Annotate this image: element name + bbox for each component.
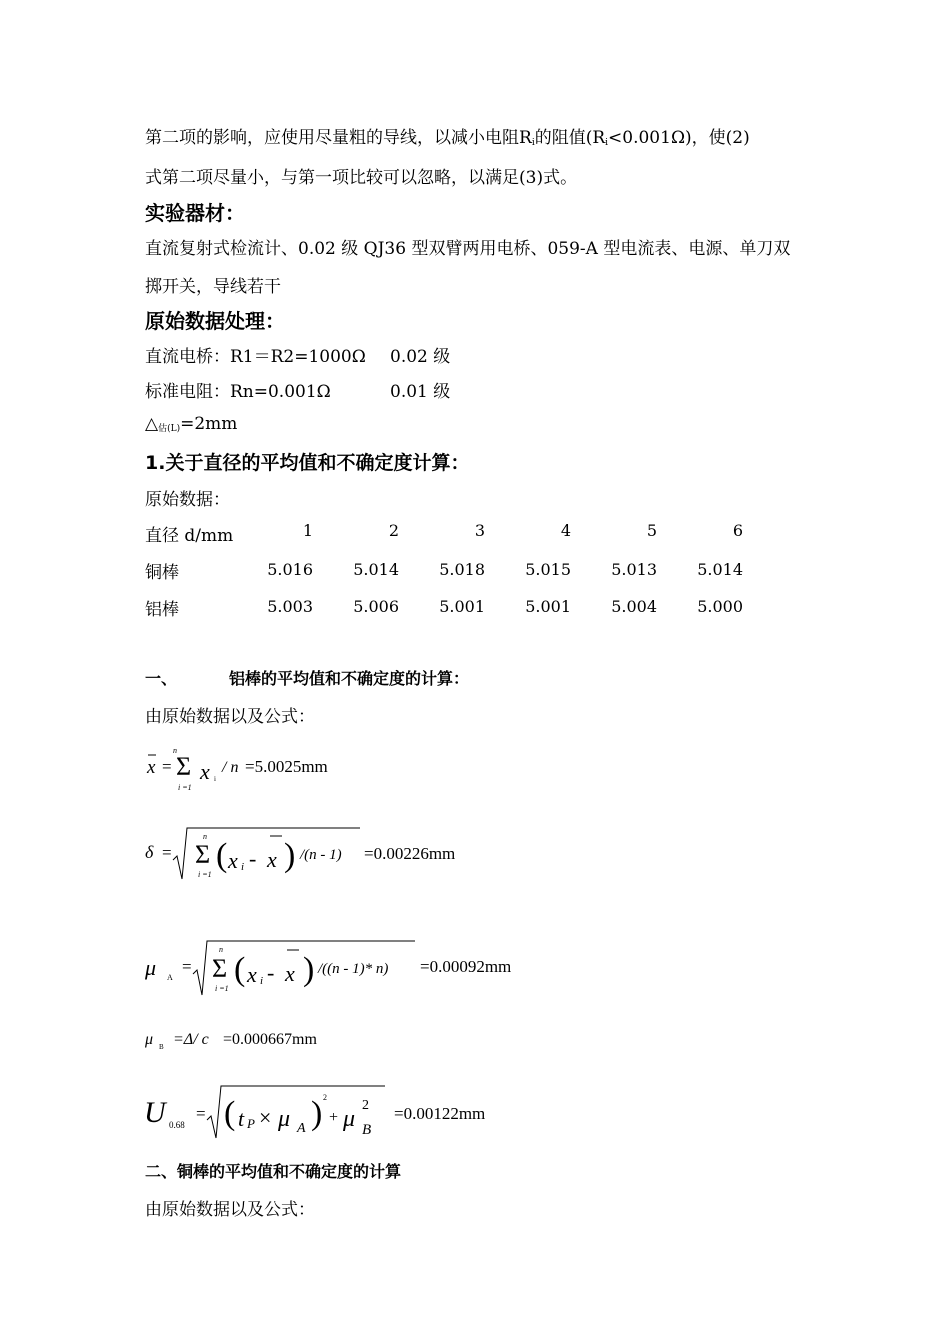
- table-cell: 5.016: [267, 560, 313, 579]
- x-i-symbol: x: [247, 962, 257, 987]
- intro-line-2: 式第二项尽量小，与第一项比较可以忽略，以满足(3)式。: [145, 168, 578, 188]
- minus-sign: -: [267, 960, 275, 985]
- standard-resistor-label: 标准电阻：Rn=0.001Ω: [145, 382, 331, 402]
- uB-result: =0.000667mm: [223, 1031, 317, 1048]
- raw-heading: 原始数据处理：: [145, 309, 285, 333]
- exponent-2: 2: [323, 1093, 327, 1102]
- std-dev-formula: [140, 822, 500, 884]
- left-paren: (: [234, 951, 246, 988]
- subscript-B: B: [362, 1122, 372, 1138]
- table-cell: 5.018: [439, 560, 485, 579]
- table-header-label: 直径 d/mm: [145, 526, 234, 546]
- mu-symbol: μ: [145, 955, 157, 980]
- aluminum-heading-number: 一、: [145, 669, 178, 688]
- aluminum-heading: 铝棒的平均值和不确定度的计算：: [229, 669, 470, 688]
- table-cell: 5.014: [353, 560, 399, 579]
- table-cell: 5.006: [353, 597, 399, 616]
- equipment-heading: 实验器材：: [145, 201, 245, 225]
- aluminum-intro: 由原始数据以及公式：: [145, 707, 315, 727]
- subscript-B: B: [159, 1043, 164, 1051]
- x-i-symbol: x: [200, 759, 210, 784]
- sigma-symbol: Σ: [195, 840, 211, 869]
- copper-heading: 二、铜棒的平均值和不确定度的计算: [145, 1162, 402, 1181]
- table-cell: 5.001: [525, 597, 571, 616]
- std-dev-result: =0.00226mm: [364, 844, 456, 863]
- divide-expression: /((n - 1)* n): [318, 961, 389, 977]
- divide-n-minus-1: /(n - 1): [300, 847, 342, 863]
- times-sign: ×: [259, 1105, 272, 1130]
- table-cell: 5.015: [525, 560, 571, 579]
- sum-lower-limit: i =1: [215, 984, 229, 993]
- subscript-A: A: [297, 1121, 306, 1136]
- table-column-header: 5: [646, 521, 657, 540]
- table-column-header: 3: [474, 521, 485, 540]
- equals-sign: =: [196, 1104, 206, 1123]
- bridge-grade: 0.02 级: [390, 347, 451, 367]
- bridge-label: 直流电桥：R1＝R2=1000Ω: [145, 347, 366, 367]
- divide-n: / n: [222, 759, 239, 776]
- uA-result: =0.00092mm: [420, 957, 512, 976]
- right-paren: ): [284, 837, 296, 874]
- equals-sign: =: [162, 757, 172, 776]
- subscript-A: A: [167, 973, 173, 982]
- table-cell: 5.003: [267, 597, 313, 616]
- mean-formula: [140, 740, 380, 798]
- copper-intro: 由原始数据以及公式：: [145, 1200, 315, 1220]
- U-result: =0.00122mm: [394, 1104, 486, 1123]
- minus-sign: -: [249, 846, 257, 871]
- sum-lower-limit: i =1: [198, 870, 212, 879]
- U-formula: [140, 1080, 520, 1140]
- mu-symbol: μ: [278, 1106, 291, 1132]
- table-row-label-aluminum: 铝棒: [145, 600, 179, 620]
- table-column-header: 6: [732, 521, 743, 540]
- U-symbol: U: [144, 1096, 166, 1129]
- t-symbol: t: [238, 1106, 245, 1131]
- U-subscript: 0.68: [169, 1120, 185, 1130]
- subscript-i: i: [241, 861, 245, 873]
- plus-sign: +: [329, 1109, 339, 1126]
- table-column-header: 2: [388, 521, 399, 540]
- x-bar-symbol: x: [267, 847, 277, 872]
- sum-upper-limit: n: [203, 832, 207, 841]
- left-paren: (: [216, 837, 228, 874]
- sum-upper-limit: n: [219, 945, 223, 954]
- delta-symbol: δ: [145, 842, 154, 862]
- exponent-2: 2: [362, 1098, 369, 1113]
- x-bar-symbol: x: [147, 757, 156, 778]
- subscript-P: P: [247, 1116, 255, 1131]
- estimate-delta: $\triangle_{估(L)}=2mm$: [145, 414, 238, 434]
- x-bar-symbol: x: [285, 961, 295, 986]
- uA-formula: [140, 935, 550, 1000]
- subscript-i: i: [214, 775, 216, 783]
- table-cell: 5.004: [611, 597, 657, 616]
- table-cell: 5.013: [611, 560, 657, 579]
- section-1-heading: 1.关于直径的平均值和不确定度计算：: [145, 452, 470, 474]
- table-row-label-copper: 铜棒: [145, 563, 179, 583]
- table-cell: 5.001: [439, 597, 485, 616]
- sigma-symbol: Σ: [176, 752, 192, 781]
- left-paren: (: [224, 1095, 236, 1132]
- intro-line-1: 第二项的影响，应使用尽量粗的导线，以减小电阻$R_i$的阻值$(R_i<0.001\Omega)$，使(2): [145, 128, 750, 148]
- equals-sign: =: [162, 843, 172, 862]
- equipment-line-2: 掷开关，导线若干: [145, 277, 281, 297]
- mu-symbol: μ: [145, 1031, 154, 1048]
- table-column-header: 1: [302, 521, 313, 540]
- x-i-symbol: x: [228, 848, 238, 873]
- sum-lower-limit: i =1: [178, 783, 192, 792]
- equals-sign: =: [182, 957, 192, 976]
- right-paren: ): [303, 951, 315, 988]
- subscript-i: i: [260, 975, 264, 987]
- sigma-symbol: Σ: [212, 954, 228, 983]
- standard-resistor-grade: 0.01 级: [390, 382, 451, 402]
- mu-symbol: μ: [343, 1106, 356, 1132]
- uB-formula: [140, 1022, 400, 1058]
- uB-expression: =Δ/ c: [173, 1031, 209, 1048]
- table-cell: 5.014: [697, 560, 743, 579]
- equipment-line-1: 直流复射式检流计、0.02 级 QJ36 型双臂两用电桥、059-A 型电流表、电源、单刀双: [145, 239, 791, 259]
- right-paren: ): [311, 1095, 323, 1132]
- raw-data-label: 原始数据：: [145, 490, 230, 510]
- table-cell: 5.000: [697, 597, 743, 616]
- table-column-header: 4: [560, 521, 571, 540]
- mean-result: =5.0025mm: [245, 757, 328, 776]
- sum-upper-limit: n: [173, 746, 177, 755]
